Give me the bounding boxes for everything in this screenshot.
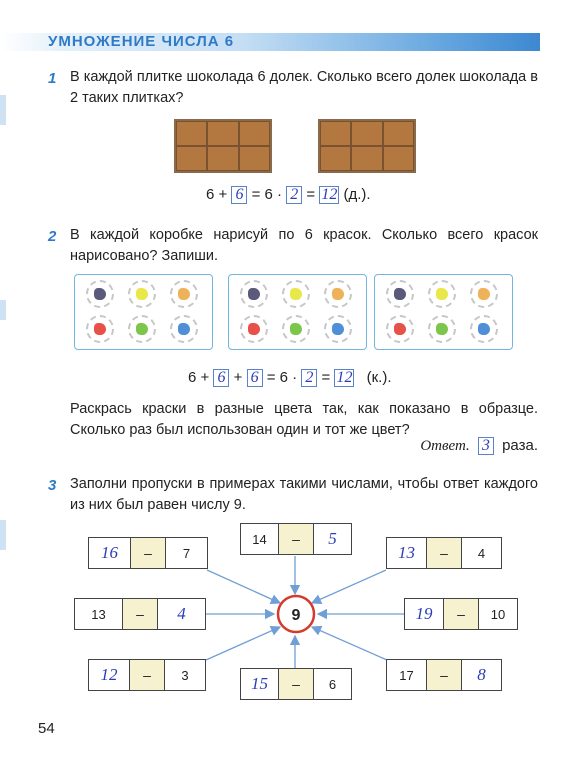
- minus-sign-cell: [129, 660, 165, 690]
- minuend: 14: [252, 531, 267, 547]
- subtrahend-cell: [166, 538, 207, 568]
- minus-sign-cell: [278, 524, 314, 554]
- arrow: [312, 627, 387, 660]
- minuend-cell[interactable]: [387, 538, 426, 568]
- minus-sign: –: [292, 676, 300, 692]
- minuend-cell[interactable]: [89, 660, 129, 690]
- answer-label: Ответ.: [420, 438, 470, 454]
- example-card-right: [404, 598, 518, 630]
- minuend[interactable]: 12: [100, 665, 118, 684]
- example-card-bottom: [240, 668, 352, 700]
- minus-sign: –: [144, 545, 152, 561]
- eq-unit: (к.).: [366, 369, 392, 386]
- page-number: 54: [38, 720, 55, 737]
- minus-sign-cell: [443, 599, 479, 629]
- minus-sign: –: [457, 606, 465, 622]
- arrow: [207, 570, 280, 603]
- answer-box[interactable]: 3: [478, 437, 494, 455]
- subtrahend-cell[interactable]: [314, 524, 351, 554]
- answer-box[interactable]: 6: [247, 369, 263, 387]
- answer-box[interactable]: 12: [321, 186, 338, 204]
- minuend-cell: [75, 599, 122, 629]
- subtrahend: 7: [182, 545, 191, 561]
- subtrahend: 3: [181, 667, 189, 683]
- subtrahend-cell[interactable]: [462, 660, 501, 690]
- eq-text: +: [233, 369, 243, 386]
- minus-sign: –: [292, 531, 300, 547]
- minus-sign: –: [440, 667, 448, 683]
- answer-unit: раза.: [502, 437, 538, 454]
- minus-sign: –: [143, 667, 151, 683]
- subtrahend: 10: [490, 606, 506, 622]
- eq-text: 6 +: [206, 186, 228, 203]
- answer-box[interactable]: 12: [336, 369, 353, 387]
- eq-text: = 6 ·: [251, 186, 283, 203]
- subtrahend[interactable]: 5: [328, 529, 337, 548]
- minuend: 17: [399, 667, 414, 683]
- answer-box[interactable]: 6: [213, 369, 229, 387]
- subtrahend-cell[interactable]: [158, 599, 205, 629]
- subtrahend: 4: [477, 545, 486, 561]
- example-card-top-right: [386, 537, 502, 569]
- subtrahend-cell: [462, 538, 501, 568]
- minuend-cell: [387, 660, 426, 690]
- task-1-text: В каждой плитке шоколада 6 долек. Сколько всего долек шоколада в 2 таких плитках?: [70, 69, 538, 106]
- arrow: [312, 570, 386, 603]
- task-1-number: 1: [48, 70, 57, 87]
- minuend[interactable]: 15: [251, 674, 268, 693]
- answer-box[interactable]: 2: [301, 369, 317, 387]
- answer-box[interactable]: 6: [231, 186, 247, 204]
- minus-sign-cell: [426, 538, 462, 568]
- subtrahend-cell: [314, 669, 351, 699]
- eq-text: =: [321, 369, 331, 386]
- task-2-instruction: Раскрась краски в разные цвета так, как показано в образце. Сколько раз был использован один и тот же цвет?: [70, 401, 538, 438]
- page-title: УМНОЖЕНИЕ ЧИСЛА 6: [48, 33, 235, 50]
- minuend-cell[interactable]: [405, 599, 443, 629]
- minus-sign-cell: [130, 538, 166, 568]
- eq-text: =: [306, 186, 316, 203]
- minuend-cell[interactable]: [241, 669, 278, 699]
- subtrahend[interactable]: 8: [477, 665, 486, 684]
- subtrahend[interactable]: 4: [177, 604, 186, 623]
- arrow: [206, 627, 280, 660]
- minus-sign: –: [440, 545, 448, 561]
- minuend[interactable]: 16: [101, 543, 118, 562]
- subtrahend-cell: [479, 599, 517, 629]
- task-2-text: В каждой коробке нарисуй по 6 красок. Сколько всего красок нарисовано? Запиши.: [70, 227, 538, 264]
- minuend-cell[interactable]: [89, 538, 130, 568]
- eq-unit: (д.).: [343, 186, 371, 203]
- minuend: 13: [91, 606, 106, 622]
- task-2-number: 2: [48, 228, 57, 245]
- example-card-bottom-right: [386, 659, 502, 691]
- eq-text: = 6 ·: [266, 369, 298, 386]
- example-card-left: [74, 598, 206, 630]
- answer-box[interactable]: 2: [286, 186, 302, 204]
- minus-sign-cell: [122, 599, 158, 629]
- minuend-cell: [241, 524, 278, 554]
- subtrahend: 6: [328, 676, 337, 692]
- minus-sign-cell: [426, 660, 462, 690]
- subtrahend-cell: [165, 660, 205, 690]
- example-card-top: [240, 523, 352, 555]
- minuend[interactable]: 19: [415, 604, 433, 623]
- minus-sign: –: [136, 606, 144, 622]
- eq-text: 6 +: [188, 369, 210, 386]
- example-card-top-left: [88, 537, 208, 569]
- minuend[interactable]: 13: [398, 543, 415, 562]
- minus-sign-cell: [278, 669, 314, 699]
- example-card-bottom-left: [88, 659, 206, 691]
- center-number: 9: [291, 607, 301, 624]
- task-3-text: Заполни пропуски в примерах такими числами, чтобы ответ каждого из них был равен числу 9.: [70, 476, 538, 513]
- task-3-number: 3: [48, 477, 57, 494]
